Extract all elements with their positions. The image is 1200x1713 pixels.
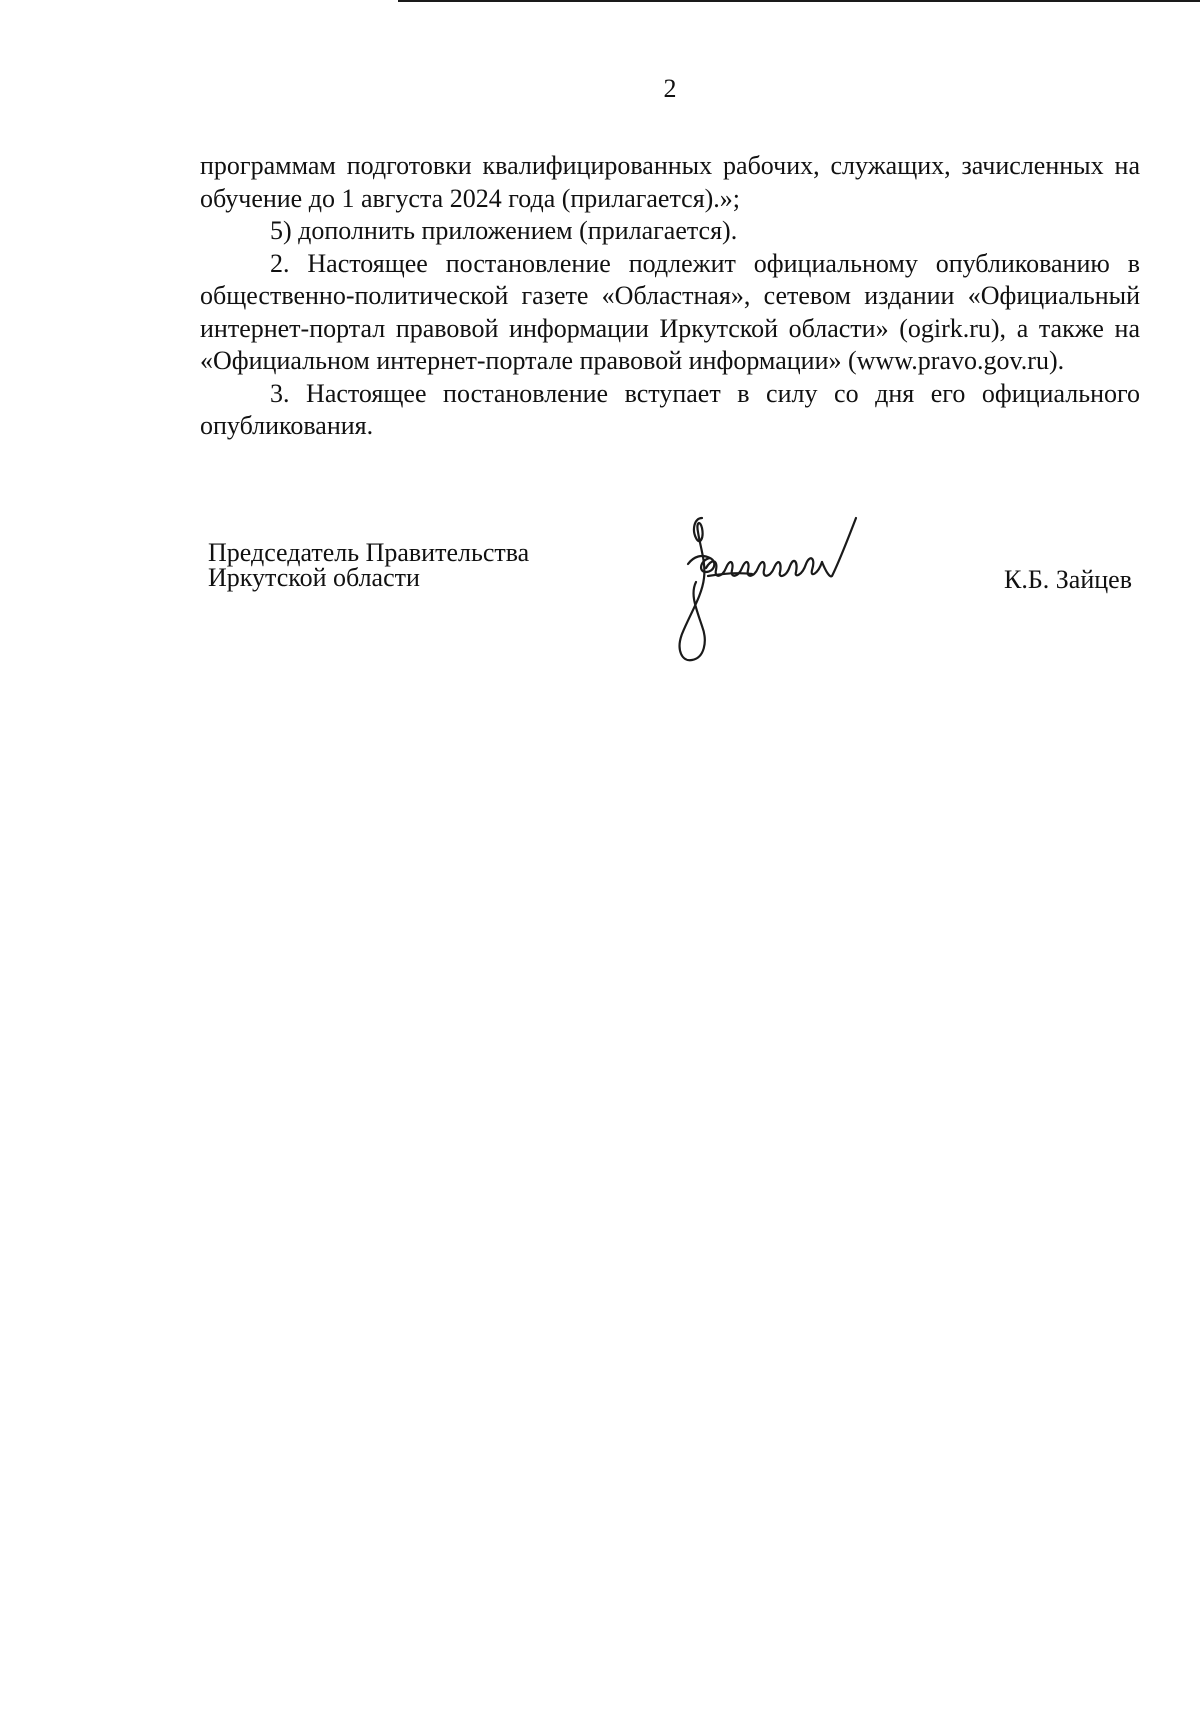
page-number: 2	[663, 74, 677, 103]
top-rule	[398, 0, 1200, 2]
paragraph-continuation: программам подготовки квалифицированных рабочих, служащих, зачисленных на обучение до 1 августа 2024 года (прилагается).»;	[200, 151, 1140, 213]
paragraph-item-3: 3. Настоящее постановление вступает в силу со дня его официального опубликования.	[200, 378, 1140, 440]
signer-position-line-2: Иркутской области	[208, 563, 420, 592]
signer-name: К.Б. Зайцев	[1004, 565, 1132, 594]
signer-position	[208, 540, 529, 590]
paragraph-item-2: 2. Настоящее постановление подлежит официальному опубликованию в общественно-политической газете «Областная», сетевом издании «Официальный интернет-портал правовой информации Иркутской области» (ogirk.ru), а также на «Официальном интернет-портале правовой информации» (www.pravo.gov.ru).	[200, 248, 1140, 375]
document-body	[200, 150, 1140, 443]
paragraph-item-5: 5) дополнить приложением (прилагается).	[270, 216, 738, 245]
signer-position-line-1: Председатель Правительства	[208, 538, 530, 567]
handwritten-signature	[660, 516, 900, 666]
